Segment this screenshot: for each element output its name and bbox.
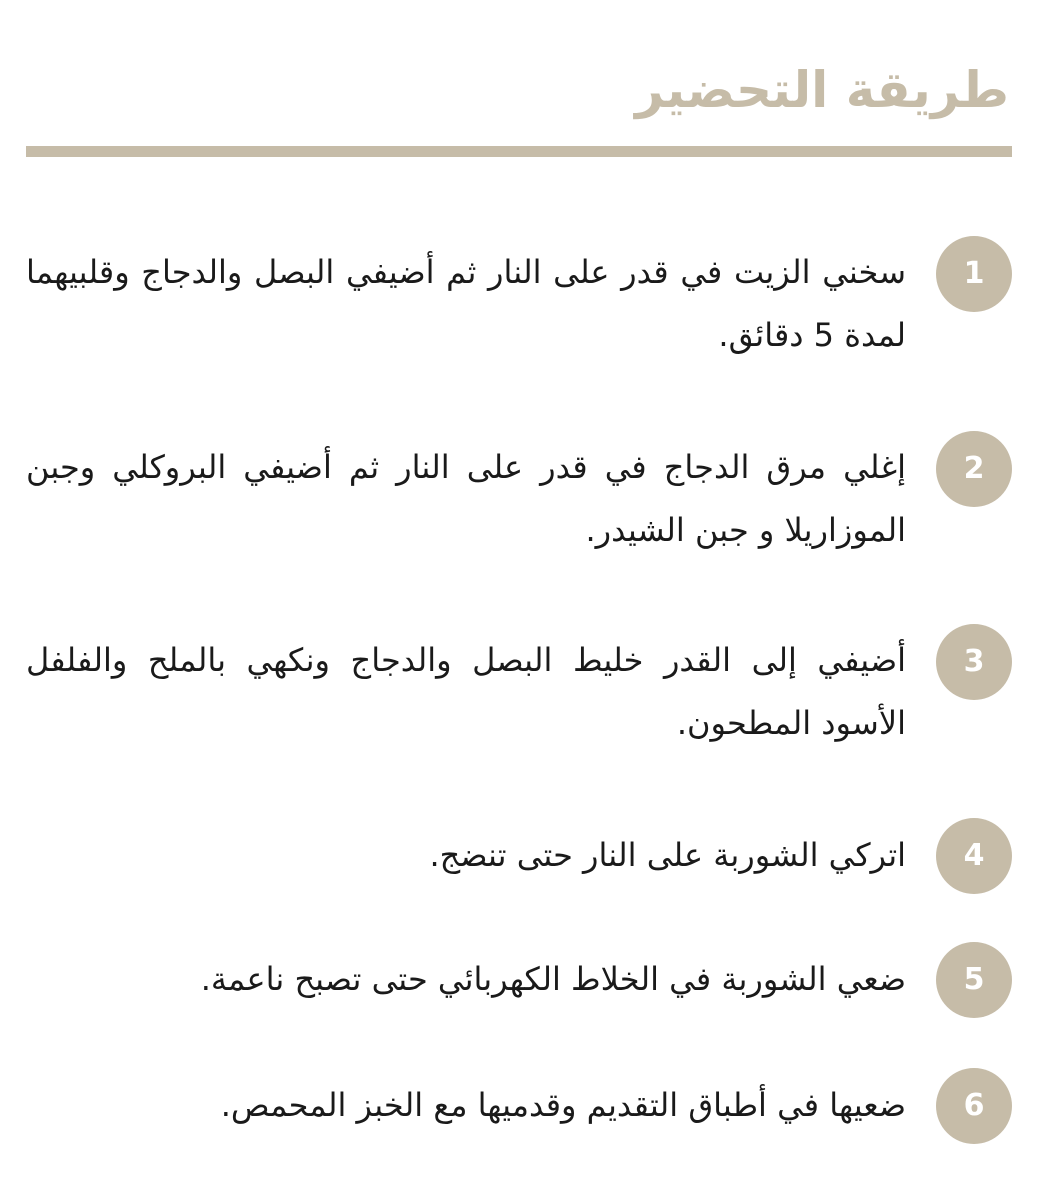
step-text: اتركي الشوربة على النار حتى تنضج. <box>429 836 906 874</box>
step-text: ضعي الشوربة في الخلاط الكهربائي حتى تصبح ناعمة. <box>200 960 906 998</box>
step-number-badge: 1 <box>936 236 1012 312</box>
step-number-badge: 3 <box>936 624 1012 700</box>
page-title: طريقة التحضير <box>635 61 1009 119</box>
title-divider <box>26 146 1012 157</box>
step-number-badge: 6 <box>936 1068 1012 1144</box>
step-text: إغلي مرق الدجاج في قدر على النار ثم أضيفي البروكلي وجبن الموزاريلا و جبن الشيدر. <box>26 448 906 549</box>
step-text: سخني الزيت في قدر على النار ثم أضيفي البصل والدجاج وقلبيهما لمدة 5 دقائق. <box>26 253 906 354</box>
step-number-badge: 5 <box>936 942 1012 1018</box>
step-text: ضعيها في أطباق التقديم وقدميها مع الخبز المحمص. <box>220 1086 906 1124</box>
step-number-badge: 4 <box>936 818 1012 894</box>
step-number-badge: 2 <box>936 431 1012 507</box>
step-text: أضيفي إلى القدر خليط البصل والدجاج ونكهي بالملح والفلفل الأسود المطحون. <box>26 641 906 742</box>
